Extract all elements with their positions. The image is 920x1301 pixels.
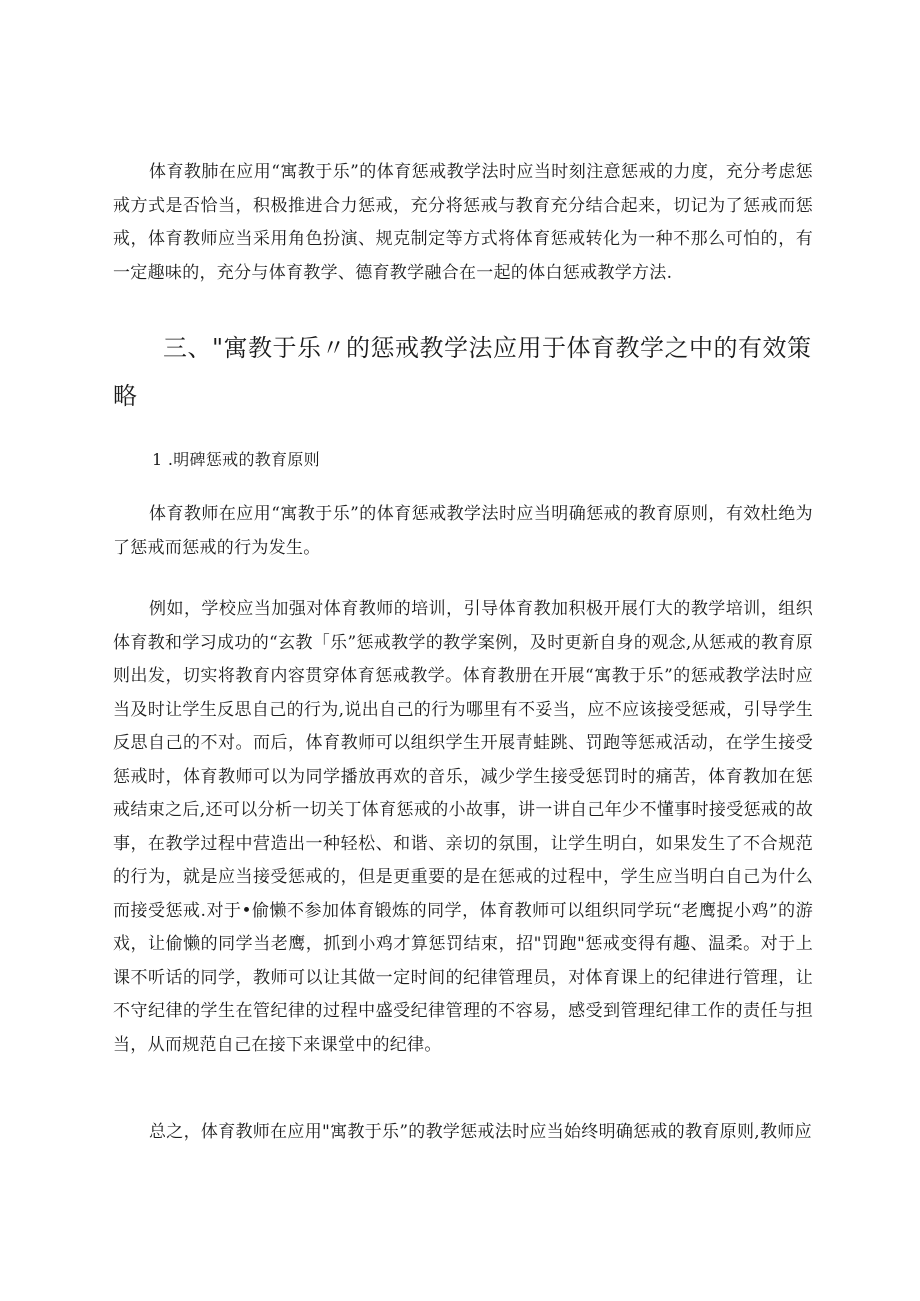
body-paragraph: 体育教肺在应用“寓教于乐”的体育惩戒教学法时应当时刻注意惩戒的力度，充分考虑惩戒方式是否恰当，积极推进合力惩戒，充分将惩戒与教育充分结合起来，切记为了惩戒而惩戒，体育教师应当采用角色扮演、规克制定等方式将体育惩戒转化为一种不那么可怕的，有一定趣味的，充分与体育教学、德育教学融合在一起的体白惩戒教学方法. bbox=[113, 162, 813, 283]
body-paragraph: 体育教师在应用“寓教于乐”的体育惩戒教学法时应当明确惩戒的教育原则，有效杜绝为了惩戒而惩戒的行为发生。 bbox=[113, 504, 813, 558]
body-paragraph: 总之，体育教师在应用"寓教于乐”的教学惩戒法时应当始终明确惩戒的教育原则,教师应 bbox=[149, 1122, 812, 1142]
section-heading: 三、"寓教于乐〃的惩戒教学法应用于体育教学之中的有效策略 bbox=[113, 334, 812, 410]
subsection-heading: 1 .明碑惩戒的教育原则 bbox=[152, 450, 320, 469]
body-paragraph: 例如，学校应当加强对体育教师的培训，引导体育教加积极开展仃大的教学培训，组织体育教和学习成功的“玄教「乐”惩戒教学的教学案例，及时更新自身的观念,从惩戒的教育原则出发，切实将教育内容贯穿体育惩戒教学。体育教册在开展“寓教于乐”的惩戒教学法时应当及时让学生反思自己的行为,说出自己的行为哪里有不妥当，应不应该接受惩戒，引导学生反思自己的不对。而后，体育教师可以组织学生开展青蛙跳、罚跑等惩戒活动，在学生接受惩戒时，体育教师可以为同学播放再欢的音乐，减少学生接受惩罚时的痛苦，体育教加在惩戒结束之后,还可以分析一切关丁体育惩戒的小故事，讲一讲自己年少不懂事时接受惩戒的故事，在教学过程中营造出一种轻松、和谐、亲切的氛围，让学生明白，如果发生了不合规范的行为，就是应当接受惩戒的，但是更重要的是在惩戒的过程中，学生应当明白自己为什么而接受惩戒.对于•偷懒不参加体育锻炼的同学，体育教师可以组织同学玩“老鹰捉小鸡”的游戏，让偷懒的同学当老鹰，抓到小鸡才算惩罚结束，招"罚跑"惩戒变得有趣、温柔。对于上课不听话的同学，教师可以让其做一定时间的纪律管理员，对体育课上的纪律进行管理，让不守纪律的学生在管纪律的过程中盛受纪律管理的不容易，感受到管理纪律工作的责任与担当，从而规范自己在接下来课堂中的纪律。 bbox=[113, 599, 813, 1055]
